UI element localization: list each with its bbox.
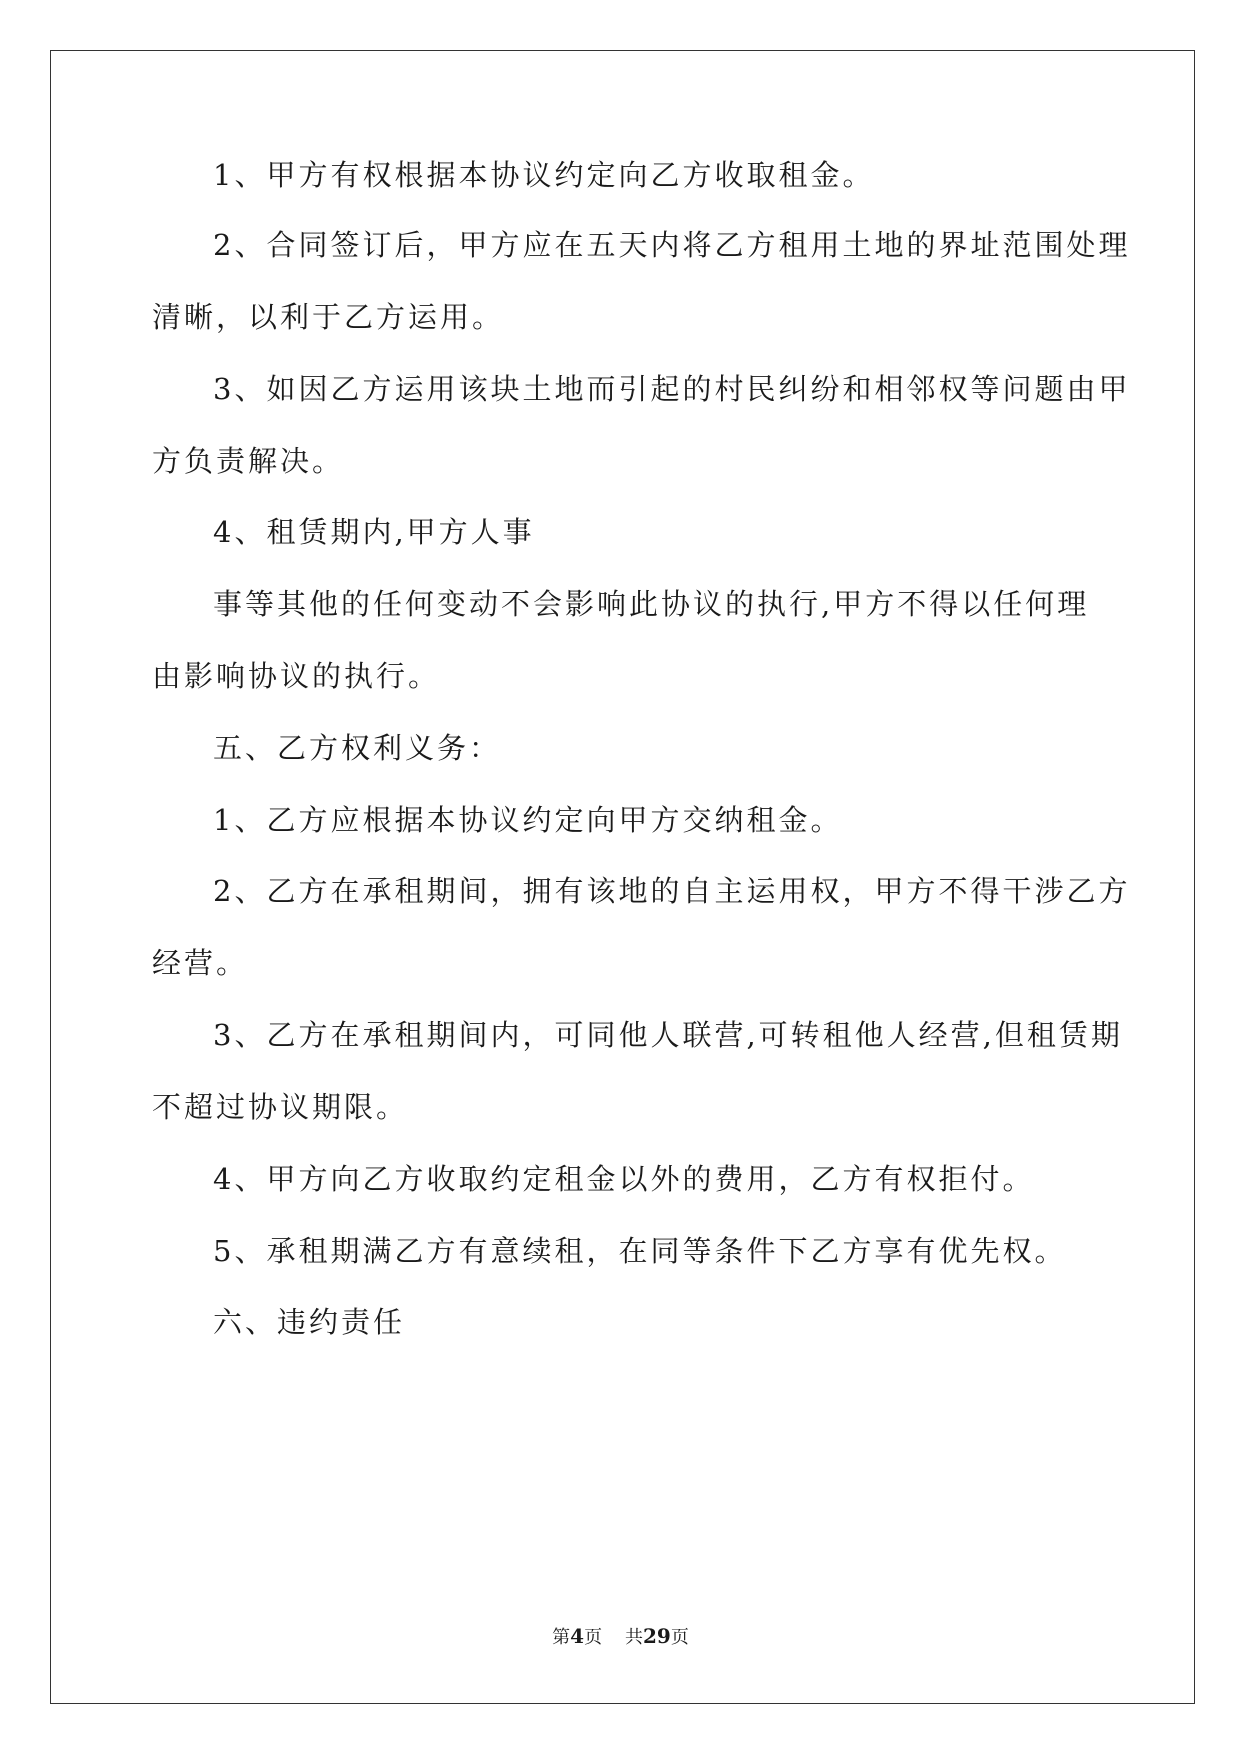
paragraph-line: 不超过协议期限。 — [152, 1090, 409, 1124]
footer-page-suffix: 页 — [584, 1627, 603, 1648]
paragraph-line: 3、如因乙方运用该块土地而引起的村民纠纷和相邻权等问题由甲 — [213, 372, 1131, 406]
paragraph-line: 清晰，以利于乙方运用。 — [152, 300, 505, 334]
paragraph-line: 1、乙方应根据本协议约定向甲方交纳租金。 — [213, 803, 843, 837]
paragraph-line: 事等其他的任何变动不会影响此协议的执行,甲方不得以任何理 — [213, 587, 1090, 621]
paragraph-line: 3、乙方在承租期间内，可同他人联营,可转租他人经营,但租赁期 — [213, 1018, 1123, 1052]
paragraph-line: 经营。 — [152, 946, 249, 980]
footer-prefix: 第 — [552, 1627, 571, 1648]
section-heading: 六、违约责任 — [213, 1305, 406, 1339]
paragraph-line: 2、合同签订后，甲方应在五天内将乙方租用土地的界址范围处理 — [213, 228, 1131, 262]
footer-total-prefix: 共 — [624, 1627, 643, 1648]
footer-total-suffix: 页 — [670, 1627, 689, 1648]
paragraph-line: 5、承租期满乙方有意续租，在同等条件下乙方享有优先权。 — [213, 1234, 1067, 1268]
paragraph-line: 由影响协议的执行。 — [152, 659, 441, 693]
total-page-count: 29 — [642, 1624, 671, 1648]
current-page-number: 4 — [570, 1624, 585, 1648]
paragraph-line: 方负责解决。 — [152, 444, 345, 478]
paragraph-line: 4、租赁期内,甲方人事 — [213, 515, 535, 549]
page-footer — [0, 1624, 1241, 1650]
paragraph-line: 4、甲方向乙方收取约定租金以外的费用，乙方有权拒付。 — [213, 1162, 1035, 1196]
paragraph-line: 1、甲方有权根据本协议约定向乙方收取租金。 — [213, 158, 875, 192]
paragraph-line: 2、乙方在承租期间，拥有该地的自主运用权，甲方不得干涉乙方 — [213, 874, 1131, 908]
section-heading: 五、乙方权利义务： — [213, 731, 502, 765]
